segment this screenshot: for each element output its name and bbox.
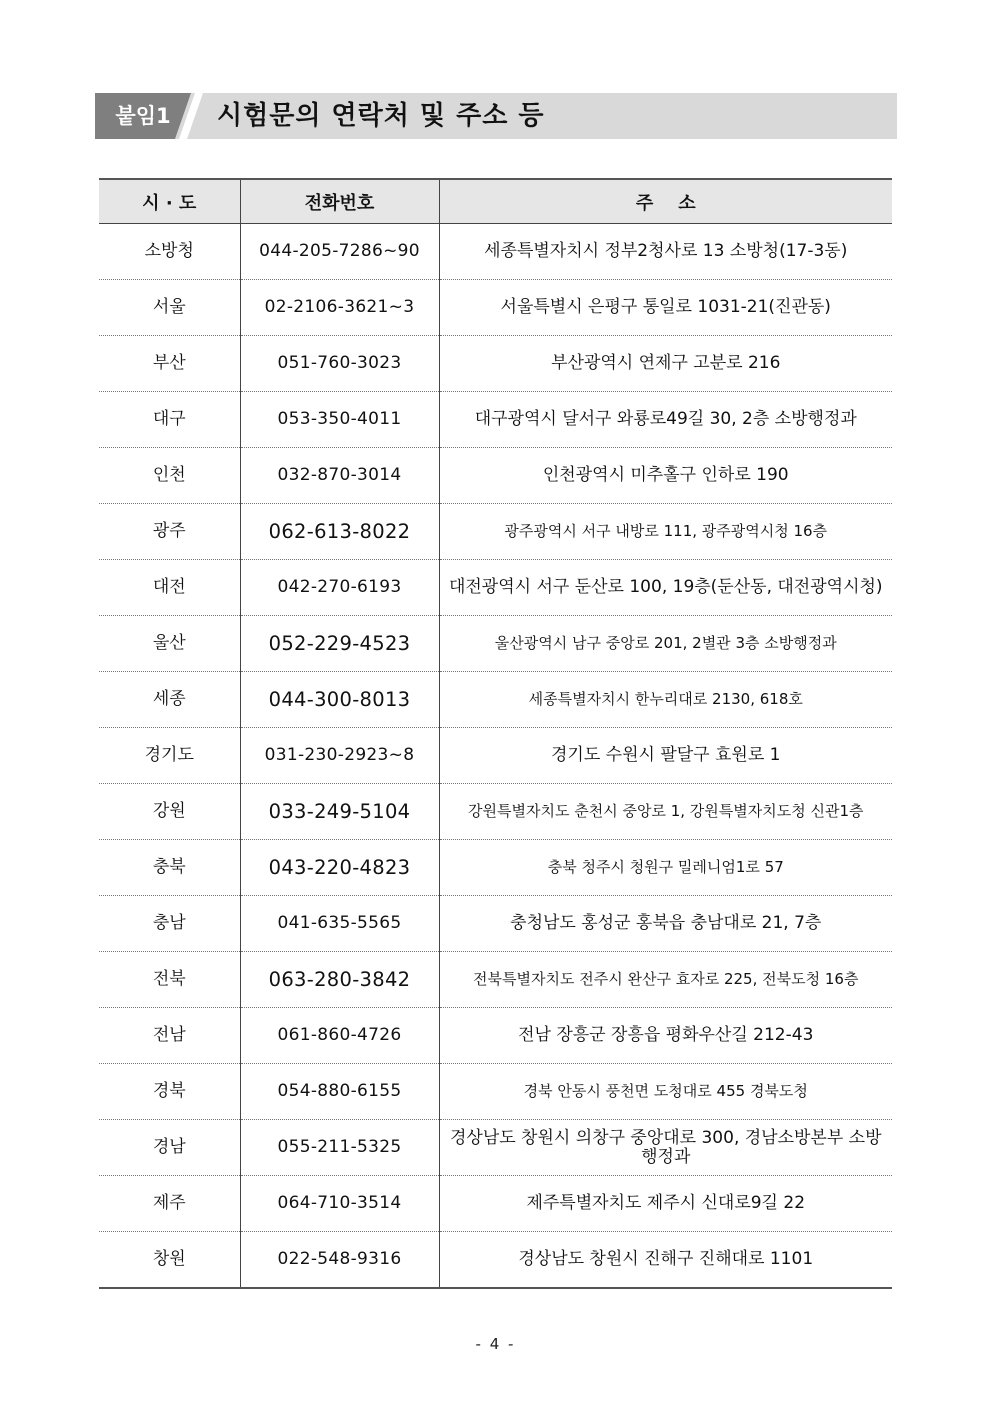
phone-cell: 054-880-6155 [240,1064,439,1120]
address-cell: 세종특별자치시 정부2청사로 13 소방청(17-3동) [439,224,892,280]
phone-cell: 061-860-4726 [240,1008,439,1064]
address-cell: 전남 장흥군 장흥읍 평화우산길 212-43 [439,1008,892,1064]
phone-cell: 02-2106-3621~3 [240,280,439,336]
address-cell: 경상남도 창원시 의창구 중앙대로 300, 경남소방본부 소방행정과 [439,1120,892,1176]
address-cell: 경북 안동시 풍천면 도청대로 455 경북도청 [439,1064,892,1120]
table-row [99,448,892,504]
table-row [99,896,892,952]
page-number: - 4 - [475,1335,516,1353]
region-cell: 대전 [99,560,240,616]
address-cell: 충청남도 홍성군 홍북읍 충남대로 21, 7층 [439,896,892,952]
region-cell: 창원 [99,1232,240,1289]
phone-cell: 043-220-4823 [240,840,439,896]
address-cell: 전북특별자치도 전주시 완산구 효자로 225, 전북도청 16층 [439,952,892,1008]
region-cell: 전북 [99,952,240,1008]
table-row [99,336,892,392]
region-cell: 인천 [99,448,240,504]
region-cell: 소방청 [99,224,240,280]
table-row [99,728,892,784]
address-cell: 충북 청주시 청원구 밀레니엄1로 57 [439,840,892,896]
phone-cell: 055-211-5325 [240,1120,439,1176]
table-row [99,616,892,672]
table-row [99,560,892,616]
column-header-region: 시 · 도 [99,179,240,224]
column-header-phone: 전화번호 [240,179,439,224]
table-row [99,504,892,560]
table-row [99,1120,892,1176]
address-cell: 서울특별시 은평구 통일로 1031-21(진관동) [439,280,892,336]
phone-cell: 031-230-2923~8 [240,728,439,784]
region-cell: 경기도 [99,728,240,784]
region-cell: 전남 [99,1008,240,1064]
address-cell: 대전광역시 서구 둔산로 100, 19층(둔산동, 대전광역시청) [439,560,892,616]
address-cell: 강원특별자치도 춘천시 중앙로 1, 강원특별자치도청 신관1층 [439,784,892,840]
address-cell: 광주광역시 서구 내방로 111, 광주광역시청 16층 [439,504,892,560]
phone-cell: 033-249-5104 [240,784,439,840]
table-row [99,672,892,728]
region-cell: 강원 [99,784,240,840]
table-row [99,1232,892,1289]
phone-cell: 044-300-8013 [240,672,439,728]
region-cell: 충남 [99,896,240,952]
header-badge [95,93,207,139]
region-cell: 경북 [99,1064,240,1120]
region-cell: 세종 [99,672,240,728]
table-row [99,392,892,448]
address-cell: 부산광역시 연제구 고분로 216 [439,336,892,392]
phone-cell: 044-205-7286~90 [240,224,439,280]
phone-cell: 052-229-4523 [240,616,439,672]
table-row [99,784,892,840]
table-row [99,840,892,896]
column-header-address: 주 소 [439,179,892,224]
table-row [99,952,892,1008]
table-row [99,1008,892,1064]
address-cell: 세종특별자치시 한누리대로 2130, 618호 [439,672,892,728]
phone-cell: 022-548-9316 [240,1232,439,1289]
page-title: 시험문의 연락처 및 주소 등 [217,101,545,131]
region-cell: 제주 [99,1176,240,1232]
badge-label: 붙임1 [115,104,171,128]
phone-cell: 032-870-3014 [240,448,439,504]
address-cell: 울산광역시 남구 중앙로 201, 2별관 3층 소방행정과 [439,616,892,672]
region-cell: 서울 [99,280,240,336]
address-cell: 대구광역시 달서구 와룡로49길 30, 2층 소방행정과 [439,392,892,448]
region-cell: 대구 [99,392,240,448]
address-cell: 인천광역시 미추홀구 인하로 190 [439,448,892,504]
phone-cell: 042-270-6193 [240,560,439,616]
region-cell: 경남 [99,1120,240,1176]
region-cell: 부산 [99,336,240,392]
phone-cell: 051-760-3023 [240,336,439,392]
table-header-row [99,179,892,224]
address-cell: 경기도 수원시 팔달구 효원로 1 [439,728,892,784]
table-row [99,280,892,336]
address-cell: 제주특별자치도 제주시 신대로9길 22 [439,1176,892,1232]
phone-cell: 064-710-3514 [240,1176,439,1232]
table-row [99,1064,892,1120]
table-row [99,1176,892,1232]
region-cell: 충북 [99,840,240,896]
phone-cell: 063-280-3842 [240,952,439,1008]
region-cell: 울산 [99,616,240,672]
address-cell: 경상남도 창원시 진해구 진해대로 1101 [439,1232,892,1289]
region-cell: 광주 [99,504,240,560]
phone-cell: 041-635-5565 [240,896,439,952]
table-row [99,224,892,280]
phone-cell: 062-613-8022 [240,504,439,560]
phone-cell: 053-350-4011 [240,392,439,448]
contact-table [99,178,892,1289]
